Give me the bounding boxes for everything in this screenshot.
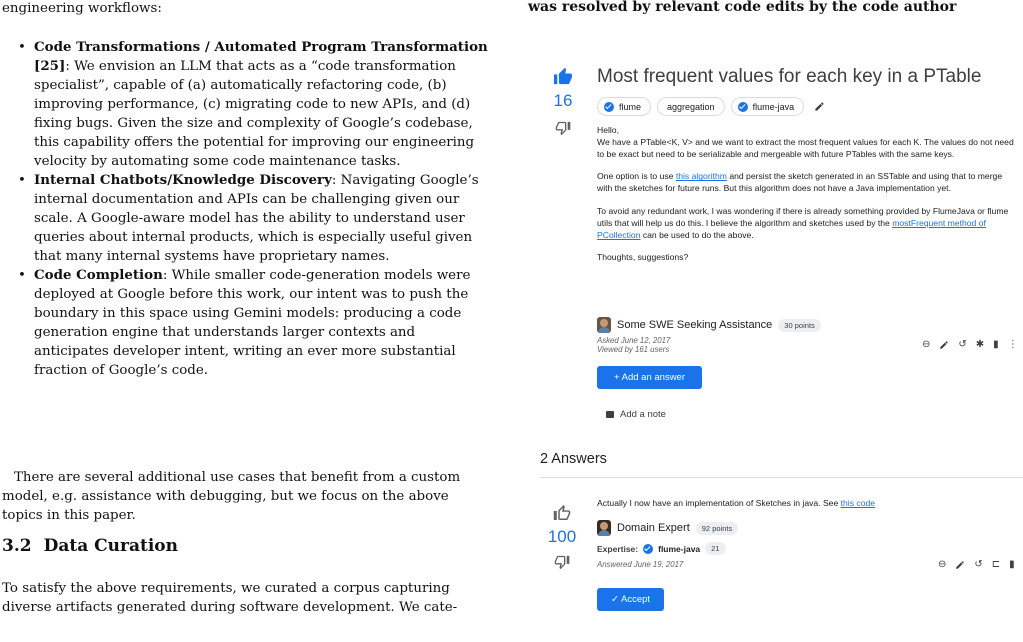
note-icon xyxy=(606,411,614,418)
question-actions xyxy=(922,339,1018,350)
question-vote xyxy=(543,67,583,136)
verified-check-icon xyxy=(604,102,614,112)
question-author xyxy=(597,317,821,333)
bullet-text: : Navigating Google’s internal documentation and APIs can be challenging given our scale. A Google-aware model has the ability to understand user queries about internal products, which is especially useful given that many internal systems have proprietary names. xyxy=(34,173,479,264)
thumbs-down-icon[interactable] xyxy=(554,555,570,570)
edit-pencil-icon[interactable] xyxy=(955,560,965,570)
bullet-title: Internal Chatbots/Knowledge Discovery xyxy=(34,172,332,188)
use-case-list xyxy=(18,38,494,380)
bullet-text: : We envision an LLM that acts as a “code transformation specialist”, capable of (a) automatically refactoring code, (b) improving performance, (c) migrating code to new APIs, and (d) fixing bugs. Given the size and complexity of Google’s codebase, this capability offers the potential for improving our engineering velocity by automating some code maintenance tasks. xyxy=(34,59,475,169)
thumbs-up-filled-icon[interactable] xyxy=(553,67,573,85)
answers-heading: 2 Answers xyxy=(540,451,607,467)
delete-icon[interactable]: ▮ xyxy=(993,339,999,350)
bullet-text: : While smaller code-generation models were deployed at Google before this work, our intent was to push the boundary in this space using Gemini models: producing a code generation engine that understands larger contexts and anticipates developer intent, writing an ever more substantial fraction of Google’s code. xyxy=(34,268,471,378)
avatar[interactable] xyxy=(597,317,611,333)
link-icon[interactable]: ⊖ xyxy=(938,559,947,570)
tag-list xyxy=(597,97,825,116)
thumbs-down-icon[interactable] xyxy=(555,121,571,136)
add-answer-button[interactable]: + Add an answer xyxy=(597,366,702,389)
accept-button[interactable]: ✓ Accept xyxy=(597,588,664,611)
author-name[interactable]: Domain Expert xyxy=(617,522,690,534)
tag-chip[interactable]: aggregation xyxy=(657,97,725,116)
points-badge: 92 points xyxy=(696,522,738,535)
tag-chip[interactable]: flume xyxy=(597,97,651,116)
answer-vote xyxy=(542,504,582,570)
question-body: Hello, We have a PTable<K, V> and we want to extract the most frequent values for each K. The values do not need to be exact but need to be serializable and mergeable with future PTables with the same keys. One option is to use this algorithm and persist the sketch generated in an SSTable and using that to merge with the sketches for future runs. But this algorithm does not have a Java implementation yet. To avoid any redundant work, I was wondering if there is already something provided by FlumeJava or flume utils that will help us do this. I believe the algorithm and sketches used by the mostFrequent method of PCollection can be used to do the above. Thoughts, suggestions? xyxy=(597,125,1014,263)
paragraph: There are several additional use cases that benefit from a custom model, e.g. assistance with debugging, but we focus on the above topics in this paper. xyxy=(2,470,461,523)
history-icon[interactable]: ↺ xyxy=(958,339,967,350)
avatar[interactable] xyxy=(597,520,611,536)
bullet-title: Code Transformations / Automated Program Transformation [25] xyxy=(34,39,488,74)
code-link[interactable]: this code xyxy=(840,498,876,508)
qa-screenshot xyxy=(540,55,1023,642)
vote-count: 16 xyxy=(553,91,573,110)
algorithm-link[interactable]: this algorithm xyxy=(675,171,727,182)
question-meta: Asked June 12, 2017 Viewed by 161 users xyxy=(597,336,671,354)
question-title[interactable]: Most frequent values for each key in a PTable xyxy=(597,66,982,87)
list-item: • Internal Chatbots/Knowledge Discovery: Navigating Google’s internal documentation and APIs can be challenging given our scale. A Google-aware model has the ability to understand user queries about internal products, which is especially useful given that many internal systems have proprietary names. xyxy=(18,172,479,264)
edit-pencil-icon[interactable] xyxy=(814,101,825,112)
answer-body: Actually I now have an implementation of Sketches in java. See this code xyxy=(597,498,876,508)
expertise-row: Expertise: flume-java 21 xyxy=(597,542,726,555)
bullet-title: Code Completion xyxy=(34,267,163,283)
section-heading: 3.2 Data Curation xyxy=(2,536,178,556)
list-item: • Code Completion: While smaller code-generation models were deployed at Google before this work, our intent was to push the boundary in this space using Gemini models: producing a code generation engine that understands larger contexts and anticipates developer intent, writing an ever more substantial fraction of Google’s code. xyxy=(18,267,471,378)
mostfrequent-link[interactable]: mostFrequent method of PCollection xyxy=(597,217,986,240)
points-badge: 30 points xyxy=(778,319,820,332)
answer-author xyxy=(597,520,738,536)
history-icon[interactable]: ↺ xyxy=(974,559,983,570)
list-item: • Code Transformations / Automated Program Transformation [25]: We envision an LLM that acts as a “code transformation specialist”, capable of (a) automatically refactoring code, (b) improving performance, (c) migrating code to new APIs, and (d) fixing bugs. Given the size and complexity of Google’s codebase, this capability offers the potential for improving our engineering velocity by automating some code maintenance tasks. xyxy=(18,39,488,169)
thumbs-up-icon[interactable] xyxy=(553,504,571,521)
figure-caption: was resolved by relevant code edits by the code author xyxy=(528,0,957,15)
bug-icon[interactable]: ✱ xyxy=(975,339,985,350)
answer-meta: Answered June 19, 2017 xyxy=(597,560,684,569)
answer-actions xyxy=(938,559,1015,570)
comment-icon[interactable]: ⊏ xyxy=(991,559,1001,570)
paragraph: To satisfy the above requirements, we curated a corpus capturing diverse artifacts generated during software development. We cate- xyxy=(2,581,458,615)
tag-chip[interactable]: flume-java xyxy=(731,97,805,116)
link-icon[interactable]: ⊖ xyxy=(922,339,931,350)
intro-text: engineering workflows: xyxy=(2,1,162,16)
vote-count: 100 xyxy=(547,527,577,546)
edit-pencil-icon[interactable] xyxy=(939,340,949,350)
author-name[interactable]: Some SWE Seeking Assistance xyxy=(617,319,773,331)
divider xyxy=(540,477,1023,478)
delete-icon[interactable]: ▮ xyxy=(1009,559,1015,570)
more-icon[interactable]: ⋮ xyxy=(1007,339,1018,350)
add-note-button[interactable]: Add a note xyxy=(606,409,666,420)
verified-check-icon xyxy=(738,102,748,112)
verified-check-icon xyxy=(643,544,653,554)
